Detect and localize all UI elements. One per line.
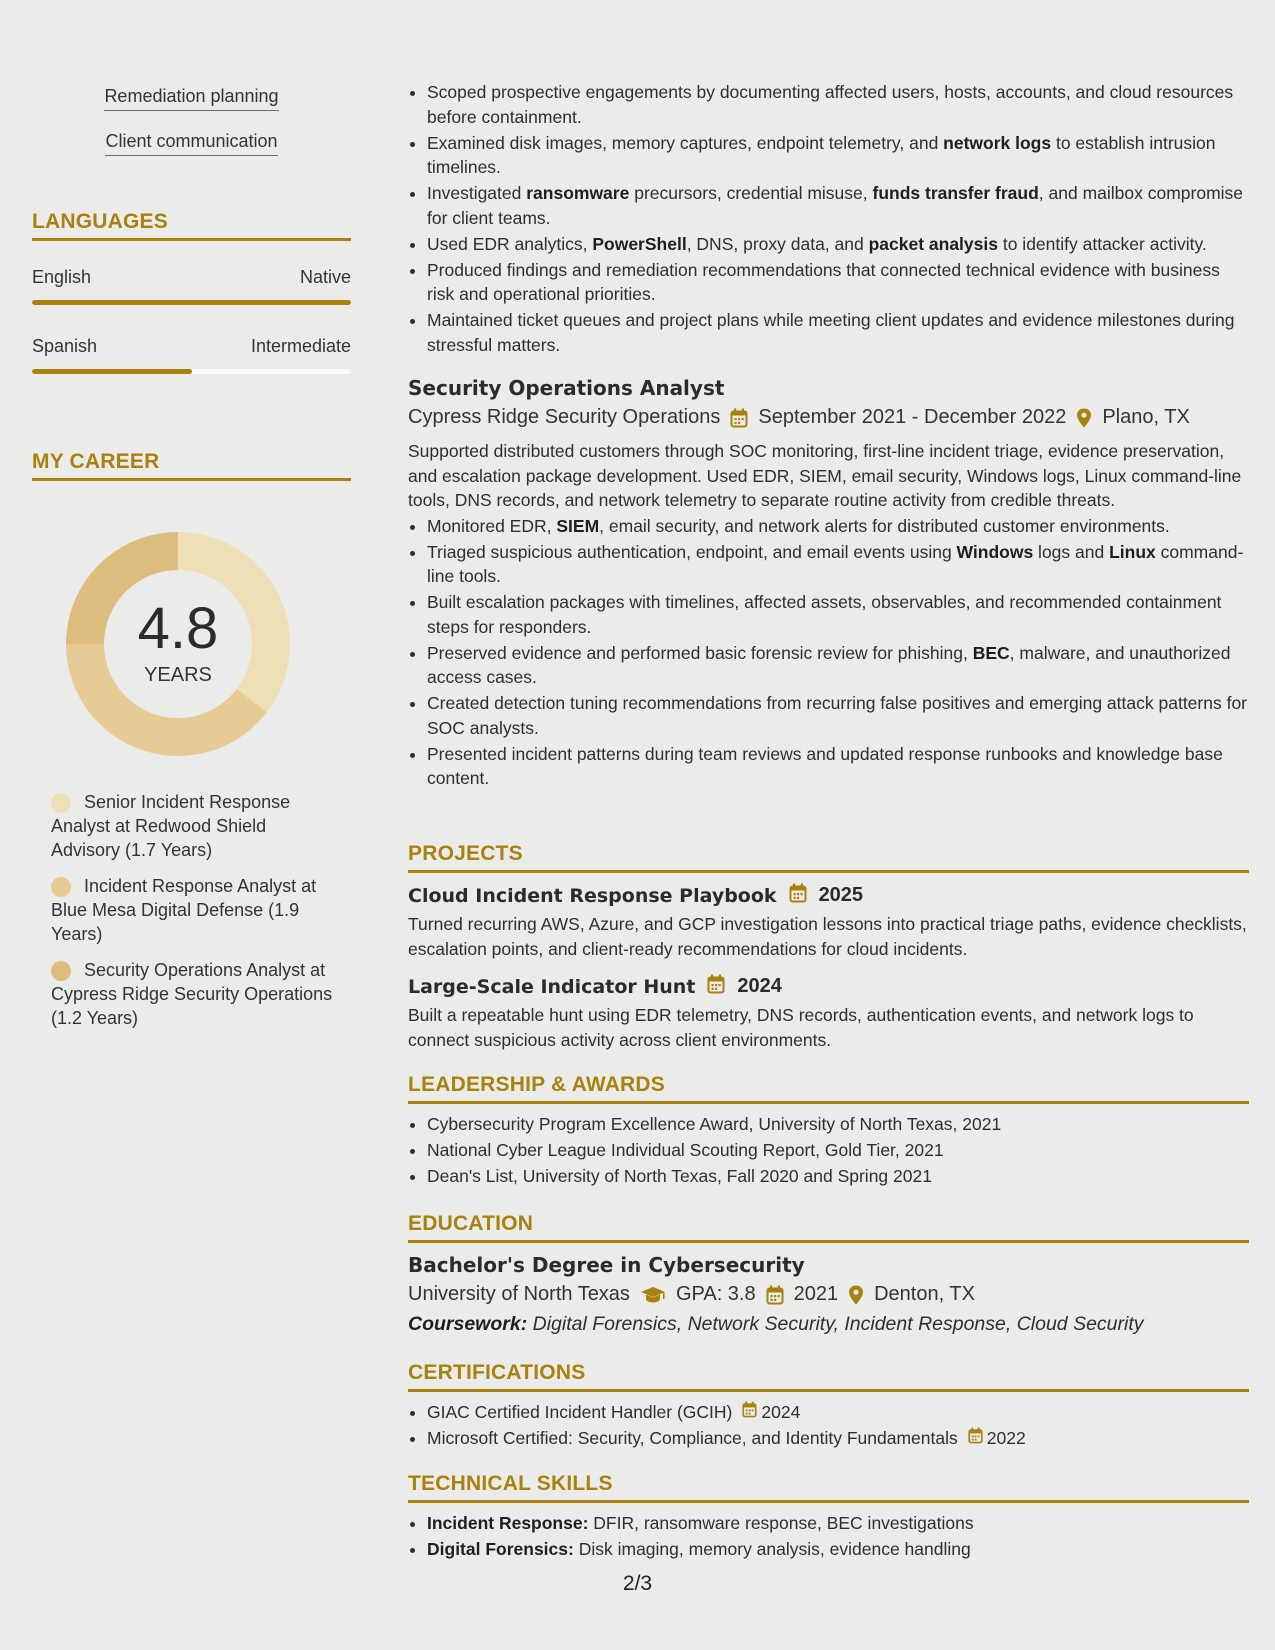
certification-name: GIAC Certified Incident Handler (GCIH) — [427, 1402, 733, 1422]
calendar-icon — [789, 883, 807, 908]
location-pin-icon — [848, 1285, 864, 1305]
degree-title: Bachelor's Degree in Cybersecurity — [408, 1253, 805, 1277]
certification-name: Microsoft Certified: Security, Compliance, and Identity Fundamentals — [427, 1428, 958, 1448]
calendar-icon — [730, 408, 748, 428]
project-title-row — [408, 974, 1249, 999]
legend-label: Incident Response Analyst at Blue Mesa Digital Defense (1.9 Years) — [51, 876, 317, 944]
bullet-item: • Examined disk images, memory captures, endpoint telemetry, and network logs to establish intrusion timelines. — [427, 131, 1249, 180]
bullet-item: • Maintained ticket queues and project plans while meeting client updates and evidence milestones during stressful matters. — [427, 308, 1249, 357]
job-location: Plano, TX — [1102, 406, 1190, 428]
bullet-item: • Investigated ransomware precursors, credential misuse, funds transfer fraud, and mailbox compromise for client teams. — [427, 181, 1249, 230]
skill-label: Incident Response: — [427, 1513, 589, 1533]
projects-heading: PROJECTS — [408, 842, 1249, 873]
certifications-section — [408, 1361, 1249, 1452]
language-level: Intermediate — [250, 336, 351, 356]
awards-section — [408, 1073, 1249, 1190]
skill-value: DFIR, ransomware response, BEC investigations — [593, 1513, 974, 1533]
calendar-icon — [968, 1426, 983, 1451]
certification-item — [427, 1426, 1249, 1451]
legend-label: Senior Incident Response Analyst at Redwood Shield Advisory (1.7 Years) — [51, 792, 291, 860]
career-section — [32, 450, 351, 481]
career-legend-item — [51, 874, 337, 946]
gpa: GPA: 3.8 — [675, 1283, 756, 1305]
page-number: 2/3 — [622, 1572, 653, 1595]
skill-tag-communication — [32, 131, 351, 156]
calendar-icon — [766, 1285, 784, 1305]
coursework-list: Digital Forensics, Network Security, Incident Response, Cloud Security — [532, 1313, 1144, 1335]
career-donut-chart — [66, 532, 290, 756]
coursework-label: Coursework: — [408, 1313, 528, 1335]
skill-item — [427, 1537, 1249, 1562]
calendar-icon — [707, 974, 725, 999]
language-level: Native — [299, 267, 351, 287]
languages-section — [32, 210, 351, 241]
bullet-item: • Produced findings and remediation recommendations that connected technical evidence with business risk and operational priorities. — [427, 258, 1249, 307]
project-title: Cloud Incident Response Playbook — [408, 884, 777, 907]
language-name: Spanish — [32, 336, 98, 356]
certification-year: 2022 — [986, 1428, 1026, 1448]
project-description: Turned recurring AWS, Azure, and GCP investigation lessons into practical triage paths, evidence checklists, escalation points, and client-ready recommendations for cloud incidents. — [408, 914, 1247, 959]
language-item-english — [32, 267, 351, 305]
career-legend — [51, 790, 337, 1040]
languages-heading: LANGUAGES — [32, 210, 351, 241]
legend-dot — [51, 961, 71, 981]
project-year: 2025 — [818, 884, 864, 906]
project-year: 2024 — [737, 975, 782, 997]
project-title-row — [408, 883, 1249, 908]
skill-tag-label: Client communication — [105, 131, 277, 156]
previous-job-bullets — [408, 80, 1249, 359]
technical-skills-section — [408, 1472, 1249, 1563]
career-total-unit: YEARS — [144, 664, 212, 686]
award-item: • Dean's List, University of North Texas, Fall 2020 and Spring 2021 — [427, 1164, 1249, 1189]
certification-year: 2024 — [761, 1402, 801, 1422]
language-bar-fill — [32, 300, 351, 305]
location-pin-icon — [1076, 408, 1092, 428]
legend-label: Security Operations Analyst at Cypress Ridge Security Operations (1.2 Years) — [51, 960, 333, 1028]
career-legend-item — [51, 958, 337, 1030]
certifications-heading: CERTIFICATIONS — [408, 1361, 1249, 1392]
bullet-item: • Triaged suspicious authentication, endpoint, and email events using Windows logs and Linux command-line tools. — [427, 540, 1249, 589]
award-item: • Cybersecurity Program Excellence Award, University of North Texas, 2021 — [427, 1112, 1249, 1137]
language-bar — [32, 369, 351, 374]
job-company: Cypress Ridge Security Operations — [408, 406, 721, 428]
job-title: Security Operations Analyst — [408, 376, 725, 400]
project-title: Large-Scale Indicator Hunt — [408, 975, 696, 998]
school-name: University of North Texas — [408, 1283, 630, 1305]
skill-label: Digital Forensics: — [427, 1539, 574, 1559]
skill-value: Disk imaging, memory analysis, evidence handling — [578, 1539, 971, 1559]
bullet-item: • Presented incident patterns during team reviews and updated response runbooks and knowledge base content. — [427, 742, 1249, 791]
bullet-item: • Used EDR analytics, PowerShell, DNS, proxy data, and packet analysis to identify attacker activity. — [427, 232, 1249, 257]
skill-tag-label: Remediation planning — [104, 86, 278, 111]
career-legend-item — [51, 790, 337, 862]
job-meta — [408, 406, 1249, 429]
calendar-icon — [742, 1400, 757, 1425]
graduation-year: 2021 — [793, 1283, 839, 1305]
technical-skills-heading: TECHNICAL SKILLS — [408, 1472, 1249, 1503]
bullet-item: • Monitored EDR, SIEM, email security, and network alerts for distributed customer environments. — [427, 514, 1249, 539]
job-entry — [408, 376, 1249, 792]
language-name: English — [32, 267, 92, 287]
language-bar-fill — [32, 369, 192, 374]
legend-dot — [51, 877, 71, 897]
awards-heading: LEADERSHIP & AWARDS — [408, 1073, 1249, 1104]
education-section — [408, 1212, 1249, 1336]
education-heading: EDUCATION — [408, 1212, 1249, 1243]
language-item-spanish — [32, 336, 351, 374]
career-total-years: 4.8 — [137, 596, 219, 661]
graduation-cap-icon — [640, 1286, 666, 1304]
job-dates: September 2021 - December 2022 — [758, 406, 1067, 428]
skill-item — [427, 1511, 1249, 1536]
award-item: • National Cyber League Individual Scouting Report, Gold Tier, 2021 — [427, 1138, 1249, 1163]
legend-dot — [51, 793, 71, 813]
bullet-item: • Preserved evidence and performed basic forensic review for phishing, BEC, malware, and unauthorized access cases. — [427, 641, 1249, 690]
bullet-item: • Created detection tuning recommendations from recurring false positives and emerging attack patterns for SOC analysts. — [427, 691, 1249, 740]
certification-item — [427, 1400, 1249, 1425]
skill-tag-remediation — [32, 86, 351, 111]
education-meta — [408, 1283, 1249, 1306]
project-description: Built a repeatable hunt using EDR telemetry, DNS records, authentication events, and network logs to connect suspicious activity across client environments. — [408, 1005, 1194, 1050]
bullet-item: • Scoped prospective engagements by documenting affected users, hosts, accounts, and cloud resources before containment. — [427, 80, 1249, 129]
projects-section — [408, 842, 1249, 1052]
school-location: Denton, TX — [874, 1283, 975, 1305]
career-heading: MY CAREER — [32, 450, 351, 481]
language-bar — [32, 300, 351, 305]
job-summary: Supported distributed customers through SOC monitoring, first-line incident triage, evidence preservation, and escalation package development. Used EDR, SIEM, email security, Windows logs, Linux command-line tools, DNS records, and network telemetry to separate routine activity from credible threats. — [408, 441, 1242, 510]
bullet-item: • Built escalation packages with timelines, affected assets, observables, and recommended containment steps for responders. — [427, 590, 1249, 639]
coursework — [408, 1313, 1249, 1336]
